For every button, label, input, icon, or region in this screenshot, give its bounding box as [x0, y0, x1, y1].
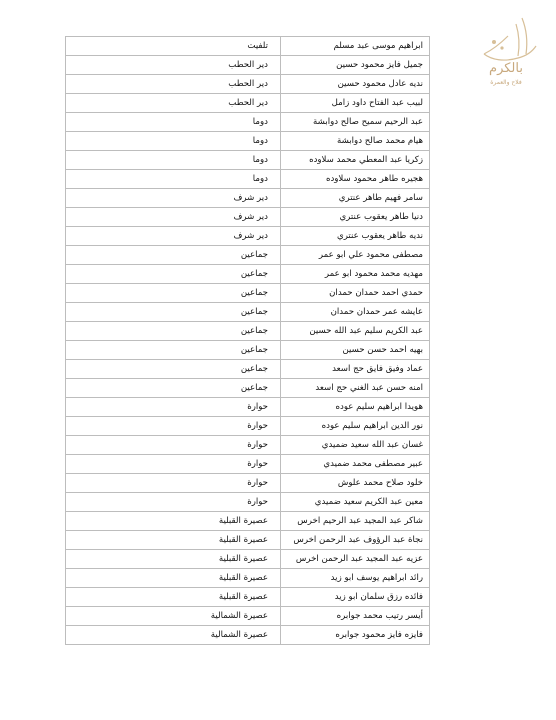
logo-subtitle: فلاح والعمرة: [490, 79, 522, 86]
table-row: [66, 588, 430, 607]
person-name-cell: عبد الرحيم سميح صالح دوابشة: [281, 113, 430, 132]
table-row: [66, 379, 430, 398]
place-cell: دير شرف: [66, 208, 281, 227]
place-cell: حوارة: [66, 417, 281, 436]
person-name-cell: هيام محمد صالح دوابشة: [281, 132, 430, 151]
table-row: [66, 474, 430, 493]
person-name-cell: أيسر رتيب محمد جوابره: [281, 607, 430, 626]
person-name-cell: حمدي احمد حمدان حمدان: [281, 284, 430, 303]
person-name-cell: خلود صلاح محمد علوش: [281, 474, 430, 493]
place-cell: جماعين: [66, 303, 281, 322]
logo-title: بالكرم: [489, 61, 523, 76]
place-cell: دير الحطب: [66, 94, 281, 113]
table-row: [66, 417, 430, 436]
person-name-cell: سامر فهيم طاهر عنتري: [281, 189, 430, 208]
person-name-cell: نديه طاهر يعقوب عنتري: [281, 227, 430, 246]
table-row: [66, 208, 430, 227]
table-row: [66, 56, 430, 75]
place-cell: جماعين: [66, 284, 281, 303]
person-name-cell: عبير مصطفى محمد ضميدي: [281, 455, 430, 474]
table-row: [66, 227, 430, 246]
person-name-cell: مهديه محمد محمود ابو عمر: [281, 265, 430, 284]
place-cell: دير شرف: [66, 227, 281, 246]
table-row: [66, 37, 430, 56]
place-cell: جماعين: [66, 341, 281, 360]
place-cell: دوما: [66, 132, 281, 151]
place-cell: دوما: [66, 113, 281, 132]
person-name-cell: شاكر عبد المجيد عبد الرحيم اخرس: [281, 512, 430, 531]
person-name-cell: نديه عادل محمود حسين: [281, 75, 430, 94]
person-name-cell: نجاة عبد الرؤوف عبد الرحمن اخرس: [281, 531, 430, 550]
person-name-cell: فايزه فايز محمود جوابره: [281, 626, 430, 645]
person-name-cell: زكريا عبد المعطي محمد سلاوده: [281, 151, 430, 170]
place-cell: حوارة: [66, 474, 281, 493]
place-cell: تلفيت: [66, 37, 281, 56]
place-cell: عصيرة الشمالية: [66, 626, 281, 645]
table-row: [66, 398, 430, 417]
table-row: [66, 607, 430, 626]
table-row: [66, 151, 430, 170]
table-row: [66, 246, 430, 265]
place-cell: حوارة: [66, 398, 281, 417]
table-row: [66, 455, 430, 474]
place-cell: جماعين: [66, 246, 281, 265]
table-row: [66, 360, 430, 379]
names-table: [65, 36, 430, 645]
person-name-cell: رائد ابراهيم يوسف ابو زيد: [281, 569, 430, 588]
place-cell: عصيرة الشمالية: [66, 607, 281, 626]
person-name-cell: عزيه عبد المجيد عبد الرحمن اخرس: [281, 550, 430, 569]
person-name-cell: ابراهيم موسى عبد مسلم: [281, 37, 430, 56]
person-name-cell: عماد وفيق فايق حج اسعد: [281, 360, 430, 379]
table-row: [66, 322, 430, 341]
table-row: [66, 113, 430, 132]
table-row: [66, 512, 430, 531]
table-row: [66, 303, 430, 322]
person-name-cell: فائده رزق سلمان ابو زيد: [281, 588, 430, 607]
place-cell: حوارة: [66, 455, 281, 474]
place-cell: عصيرة القبلية: [66, 512, 281, 531]
place-cell: دوما: [66, 170, 281, 189]
person-name-cell: دنيا طاهر يعقوب عنتري: [281, 208, 430, 227]
table-row: [66, 265, 430, 284]
table-row: [66, 75, 430, 94]
place-cell: جماعين: [66, 379, 281, 398]
table-row: [66, 132, 430, 151]
table-row: [66, 341, 430, 360]
place-cell: عصيرة القبلية: [66, 550, 281, 569]
person-name-cell: مصطفى محمود علي ابو عمر: [281, 246, 430, 265]
place-cell: عصيرة القبلية: [66, 588, 281, 607]
place-cell: دوما: [66, 151, 281, 170]
person-name-cell: بهيه احمد حسن حسين: [281, 341, 430, 360]
person-name-cell: معين عبد الكريم سعيد ضميدي: [281, 493, 430, 512]
table-row: [66, 436, 430, 455]
table-row: [66, 531, 430, 550]
table-row: [66, 550, 430, 569]
place-cell: عصيرة القبلية: [66, 531, 281, 550]
table-row: [66, 626, 430, 645]
person-name-cell: غسان عبد الله سعيد ضميدي: [281, 436, 430, 455]
person-name-cell: هجيره طاهر محمود سلاوده: [281, 170, 430, 189]
place-cell: عصيرة القبلية: [66, 569, 281, 588]
place-cell: دير الحطب: [66, 75, 281, 94]
place-cell: دير الحطب: [66, 56, 281, 75]
place-cell: دير شرف: [66, 189, 281, 208]
person-name-cell: امنه حسن عبد الغني حج اسعد: [281, 379, 430, 398]
table-row: [66, 94, 430, 113]
person-name-cell: عايشه عمر حمدان حمدان: [281, 303, 430, 322]
person-name-cell: نور الدين ابراهيم سليم عوده: [281, 417, 430, 436]
place-cell: حوارة: [66, 436, 281, 455]
person-name-cell: عبد الكريم سليم عبد الله حسين: [281, 322, 430, 341]
place-cell: جماعين: [66, 322, 281, 341]
person-name-cell: جميل فايز محمود حسين: [281, 56, 430, 75]
place-cell: جماعين: [66, 360, 281, 379]
place-cell: جماعين: [66, 265, 281, 284]
names-table-body: [66, 37, 430, 645]
table-row: [66, 170, 430, 189]
table-row: [66, 284, 430, 303]
table-row: [66, 569, 430, 588]
watermark-logo: [470, 14, 542, 90]
table-row: [66, 189, 430, 208]
person-name-cell: هويدا ابراهيم سليم عوده: [281, 398, 430, 417]
table-row: [66, 493, 430, 512]
place-cell: حوارة: [66, 493, 281, 512]
person-name-cell: لبيب عبد الفتاح داود زامل: [281, 94, 430, 113]
